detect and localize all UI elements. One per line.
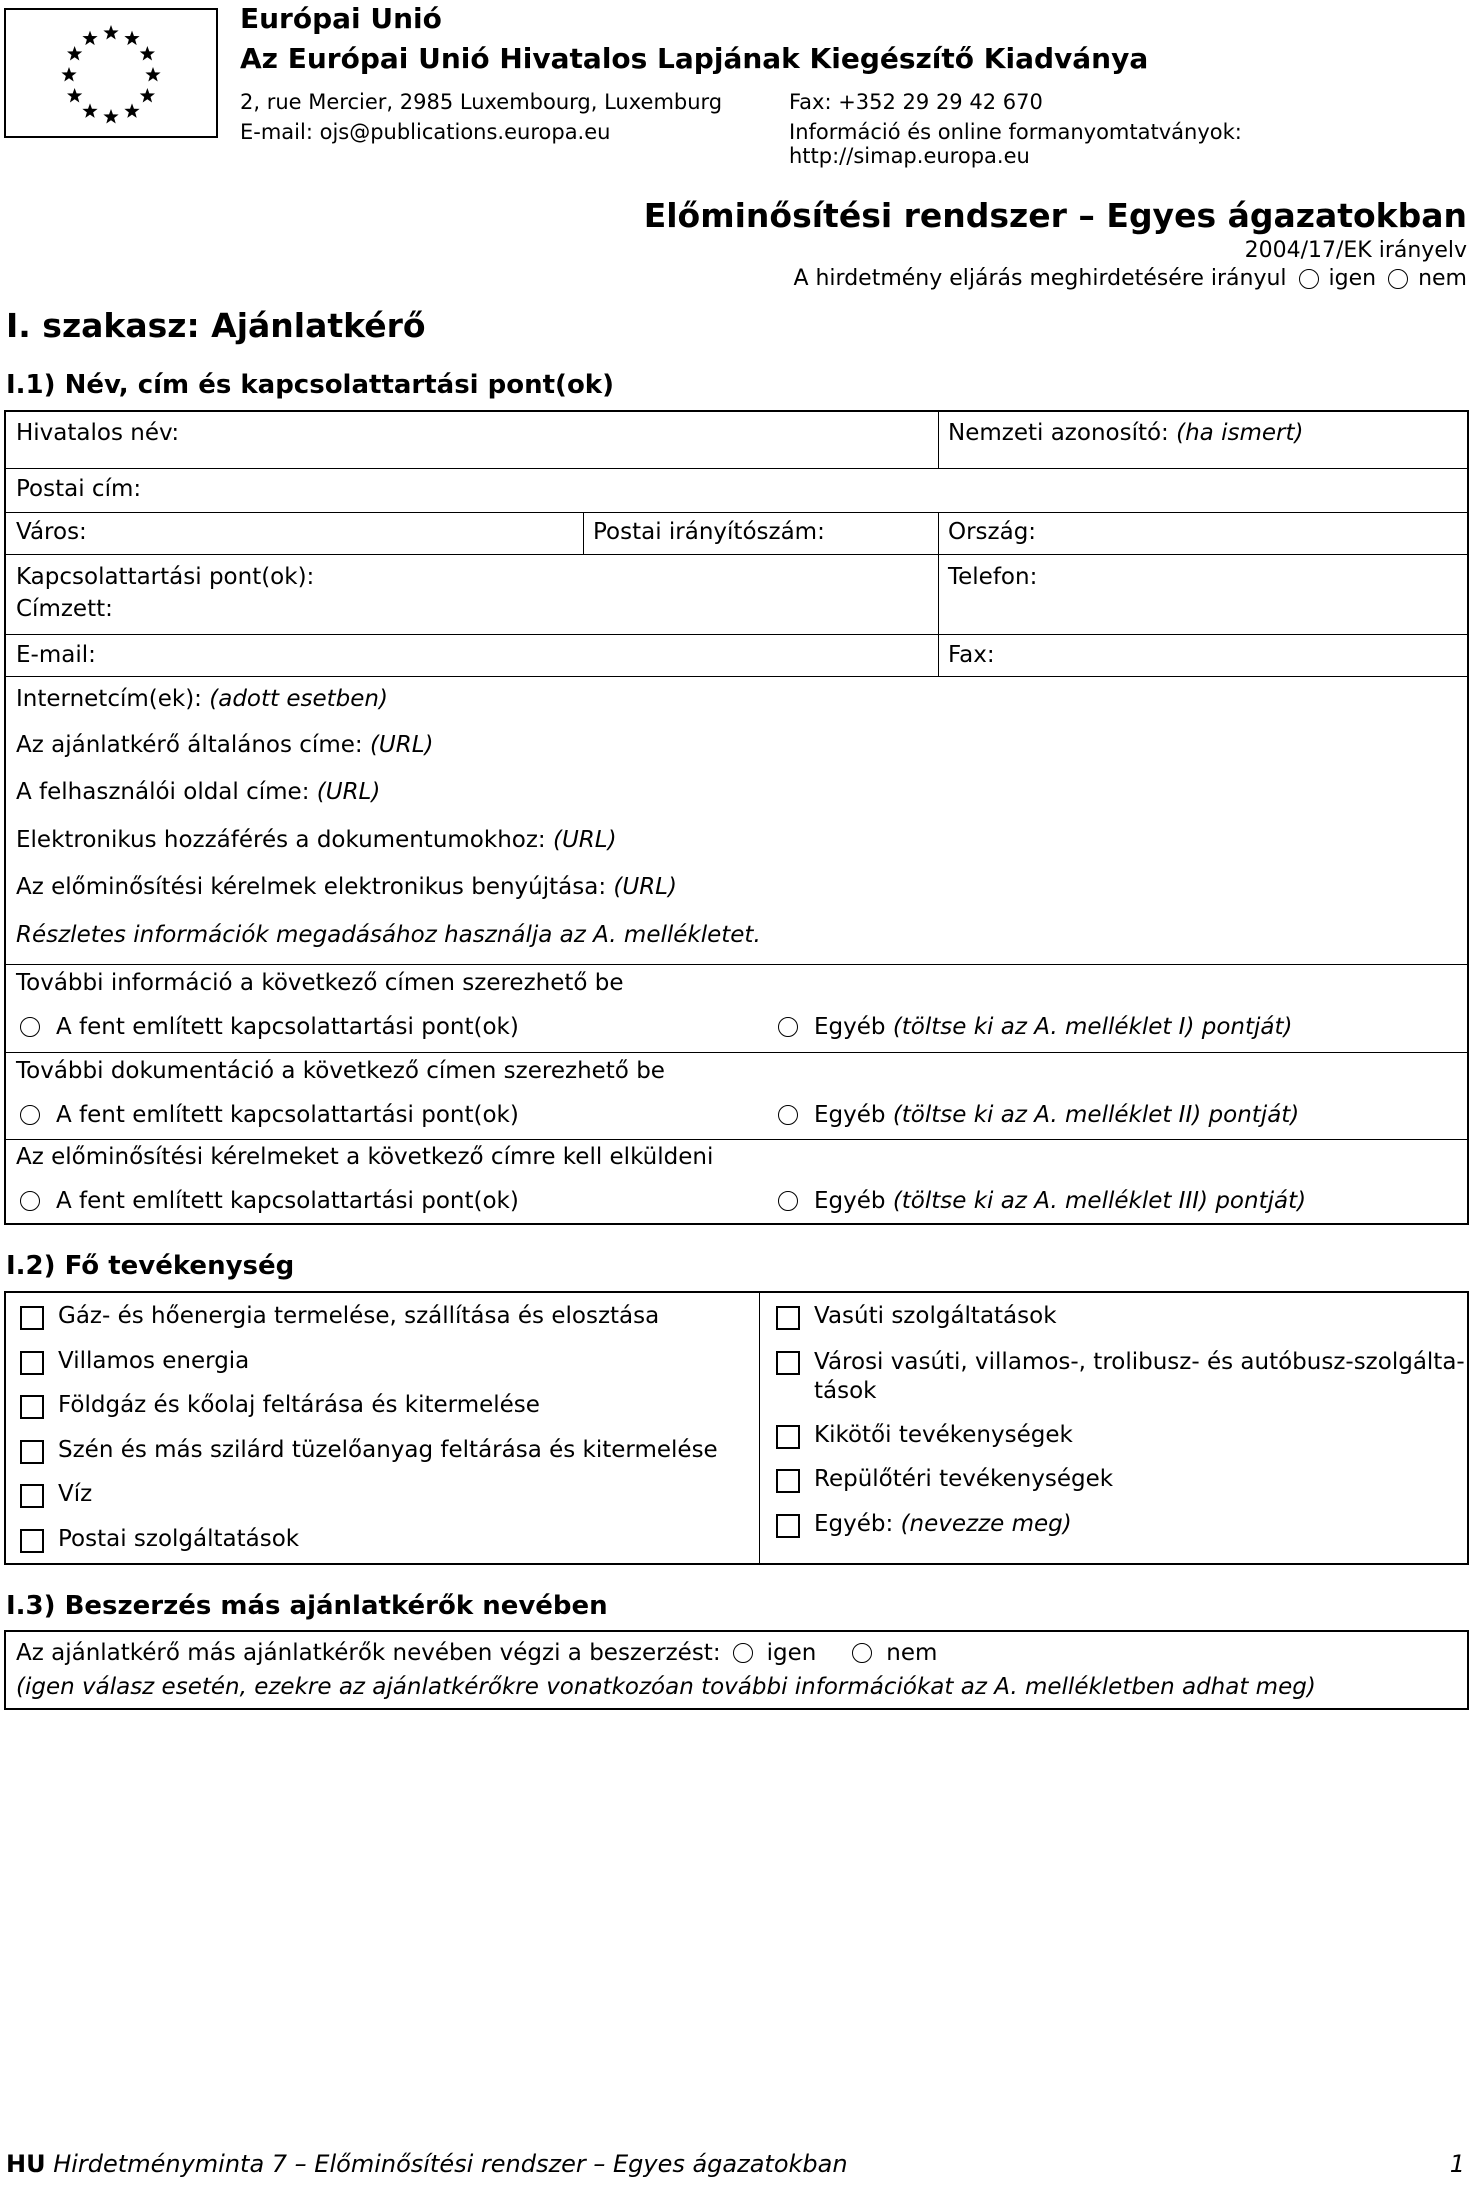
- further-docs-other-label: Egyéb: [814, 1102, 886, 1128]
- activity-label: Repülőtéri tevékenységek: [814, 1466, 1114, 1492]
- activity-checkbox[interactable]: [776, 1306, 800, 1330]
- eu-star-icon: [103, 25, 118, 39]
- behalf-note: (igen válasz esetén, ezekre az ajánlatkérőkre vonatkozóan további információkat az A. mellékletben adhat meg): [16, 1674, 1316, 1700]
- eu-star-icon: [140, 46, 155, 60]
- activity-checkbox[interactable]: [20, 1351, 44, 1375]
- activity-label: Városi vasúti, villamos-, trolibusz- és autóbusz-szolgálta-tások: [814, 1349, 1465, 1404]
- further-docs-above-option[interactable]: [10, 1102, 519, 1128]
- procedure-yes-label: igen: [1328, 266, 1377, 291]
- url-hint: (URL): [613, 874, 677, 900]
- procedure-no-label: nem: [1418, 266, 1467, 291]
- page-number: 1: [1449, 2150, 1465, 2178]
- eu-logo: [4, 8, 218, 138]
- eu-stars-icon: [46, 20, 176, 130]
- activity-airport[interactable]: [776, 1466, 1113, 1493]
- send-to-other-hint: (töltse ki az A. melléklet III) pontját): [892, 1188, 1307, 1214]
- activity-checkbox[interactable]: [20, 1484, 44, 1508]
- fax-label: Fax:: [948, 642, 995, 668]
- further-info-above-radio[interactable]: [20, 1017, 40, 1037]
- subsection-heading-1: I.1) Név, cím és kapcsolattartási pont(ok): [6, 370, 614, 400]
- internet-label: [6, 686, 388, 712]
- electronic-submission-text: Az előminősítési kérelmek elektronikus benyújtása:: [16, 874, 607, 900]
- activity-label: Postai szolgáltatások: [58, 1526, 300, 1552]
- further-info-other-radio[interactable]: [778, 1017, 798, 1037]
- eu-star-icon: [67, 88, 82, 102]
- contact-box: [4, 410, 1469, 1225]
- eu-star-icon: [124, 31, 139, 45]
- postal-code-label: Postai irányítószám:: [593, 519, 825, 545]
- procedure-yes-radio[interactable]: [1299, 269, 1319, 289]
- section-title: I. szakasz: Ajánlatkérő: [6, 306, 426, 345]
- attention-label: Címzett:: [16, 596, 113, 622]
- further-info-other-hint: (töltse ki az A. melléklet I) pontját): [892, 1014, 1293, 1040]
- electronic-access-label: [6, 827, 617, 853]
- eu-star-icon: [82, 31, 97, 45]
- internet-hint: (adott esetben): [209, 686, 388, 712]
- internet-text: Internetcím(ek):: [16, 686, 202, 712]
- annex-note: Részletes információk megadásához használja az A. mellékletet.: [16, 922, 761, 948]
- eu-star-icon: [124, 103, 139, 117]
- activity-checkbox[interactable]: [20, 1306, 44, 1330]
- further-docs-other-hint: (töltse ki az A. melléklet II) pontját): [892, 1102, 1300, 1128]
- activity-checkbox[interactable]: [20, 1440, 44, 1464]
- activity-checkbox[interactable]: [776, 1514, 800, 1538]
- activity-railway[interactable]: [776, 1303, 1057, 1330]
- activity-label: Kikötői tevékenységek: [814, 1422, 1073, 1448]
- activity-checkbox[interactable]: [776, 1469, 800, 1493]
- further-docs-label: További dokumentáció a következő címen szerezhető be: [16, 1058, 665, 1084]
- eu-name: Európai Unió: [240, 2, 442, 35]
- publisher-fax: Fax: +352 29 29 42 670: [789, 90, 1043, 114]
- further-docs-above-label: A fent említett kapcsolattartási pont(ok): [56, 1102, 519, 1128]
- subsection-heading-2: I.2) Fő tevékenység: [6, 1251, 295, 1281]
- general-address-text: Az ajánlatkérő általános címe:: [16, 732, 363, 758]
- behalf-question-text: Az ajánlatkérő más ajánlatkérők nevében végzi a beszerzést:: [16, 1640, 721, 1666]
- national-id-label: [938, 420, 1303, 446]
- send-to-above-radio[interactable]: [20, 1191, 40, 1211]
- eu-star-icon: [61, 67, 76, 81]
- eu-star-icon: [67, 46, 82, 60]
- procedure-question: [793, 266, 1467, 291]
- further-info-other-option[interactable]: [768, 1014, 1293, 1040]
- country-label: Ország:: [948, 519, 1037, 545]
- url-hint: (URL): [316, 779, 381, 805]
- oj-title: Az Európai Unió Hivatalos Lapjának Kiegészítő Kiadványa: [240, 42, 1149, 75]
- send-to-label: Az előminősítési kérelmeket a következő címre kell elküldeni: [16, 1144, 714, 1170]
- activity-other-label: Egyéb:: [814, 1511, 894, 1537]
- buyer-profile-label: [6, 779, 380, 805]
- activity-water[interactable]: [20, 1481, 92, 1508]
- further-docs-other-radio[interactable]: [778, 1105, 798, 1125]
- publisher-info: Információ és online formanyomtatványok: http://simap.europa.eu: [789, 120, 1242, 168]
- activity-gas-oil[interactable]: [20, 1392, 540, 1419]
- directive: 2004/17/EK irányelv: [1244, 238, 1467, 263]
- further-info-label: További információ a következő címen szerezhető be: [16, 970, 624, 996]
- procedure-no-radio[interactable]: [1388, 269, 1408, 289]
- further-docs-above-radio[interactable]: [20, 1105, 40, 1125]
- activity-postal[interactable]: [20, 1526, 299, 1553]
- contact-points-label: Kapcsolattartási pont(ok):: [16, 564, 315, 590]
- eu-star-icon: [140, 88, 155, 102]
- eu-star-icon: [103, 109, 118, 123]
- publisher-address: 2, rue Mercier, 2985 Luxembourg, Luxemburg: [240, 90, 723, 114]
- url-hint: (URL): [553, 827, 617, 853]
- electronic-access-text: Elektronikus hozzáférés a dokumentumokhoz:: [16, 827, 546, 853]
- behalf-box: [4, 1630, 1469, 1710]
- further-info-above-option[interactable]: [10, 1014, 519, 1040]
- activity-label: Szén és más szilárd tüzelőanyag feltárása és kitermelése: [58, 1437, 718, 1463]
- subsection-heading-3: I.3) Beszerzés más ajánlatkérők nevében: [6, 1591, 608, 1621]
- send-to-other-label: Egyéb: [814, 1188, 886, 1214]
- activity-checkbox[interactable]: [20, 1395, 44, 1419]
- activity-checkbox[interactable]: [776, 1425, 800, 1449]
- activity-label: Víz: [58, 1481, 93, 1507]
- behalf-yes-label: igen: [766, 1640, 817, 1666]
- activity-other-hint: (nevezze meg): [900, 1511, 1072, 1537]
- activity-coal[interactable]: [20, 1437, 718, 1464]
- official-name-label: Hivatalos név:: [16, 420, 180, 446]
- eu-star-icon: [145, 67, 160, 81]
- buyer-profile-text: A felhasználói oldal címe:: [16, 779, 310, 805]
- general-address-label: [6, 732, 434, 758]
- electronic-submission-label: [6, 874, 677, 900]
- national-id-text: Nemzeti azonosító:: [948, 420, 1169, 446]
- activity-port[interactable]: [776, 1422, 1073, 1449]
- footer-text: Hirdetményminta 7 – Előminősítési rendszer – Egyes ágazatokban: [53, 2150, 848, 2178]
- main-activity-box: [4, 1291, 1469, 1565]
- telephone-label: Telefon:: [948, 564, 1038, 590]
- behalf-no-radio[interactable]: [852, 1643, 872, 1663]
- url-hint: (URL): [369, 732, 434, 758]
- further-docs-other-option[interactable]: [768, 1102, 1299, 1128]
- further-info-above-label: A fent említett kapcsolattartási pont(ok): [56, 1014, 519, 1040]
- publisher-email: E-mail: ojs@publications.europa.eu: [240, 120, 611, 144]
- activity-gas-heat[interactable]: [20, 1303, 659, 1330]
- send-to-other-radio[interactable]: [778, 1191, 798, 1211]
- activity-checkbox[interactable]: [20, 1529, 44, 1553]
- activity-electricity[interactable]: [20, 1348, 249, 1375]
- activity-urban-transport[interactable]: [776, 1348, 1466, 1406]
- send-to-other-option[interactable]: [768, 1188, 1306, 1214]
- footer-lang: HU: [6, 2150, 46, 2178]
- form-title: Előminősítési rendszer – Egyes ágazatokban: [643, 196, 1467, 235]
- behalf-yes-radio[interactable]: [733, 1643, 753, 1663]
- send-to-above-option[interactable]: [10, 1188, 519, 1214]
- eu-star-icon: [82, 103, 97, 117]
- activity-label: Villamos energia: [58, 1348, 250, 1374]
- activity-checkbox[interactable]: [776, 1351, 800, 1375]
- footer: [6, 2150, 848, 2178]
- behalf-no-label: nem: [886, 1640, 938, 1666]
- town-label: Város:: [16, 519, 87, 545]
- procedure-question-text: A hirdetmény eljárás meghirdetésére irányul: [793, 266, 1287, 291]
- further-info-other-label: Egyéb: [814, 1014, 886, 1040]
- postal-address-label: Postai cím:: [16, 476, 142, 502]
- activity-other[interactable]: [776, 1511, 1072, 1538]
- national-id-hint: (ha ismert): [1176, 420, 1304, 446]
- activity-label: Vasúti szolgáltatások: [814, 1303, 1057, 1329]
- email-label: E-mail:: [16, 642, 96, 668]
- behalf-question: [6, 1640, 937, 1666]
- activity-label: Gáz- és hőenergia termelése, szállítása és elosztása: [58, 1303, 660, 1329]
- send-to-above-label: A fent említett kapcsolattartási pont(ok): [56, 1188, 519, 1214]
- activity-label: Földgáz és kőolaj feltárása és kitermelése: [58, 1392, 540, 1418]
